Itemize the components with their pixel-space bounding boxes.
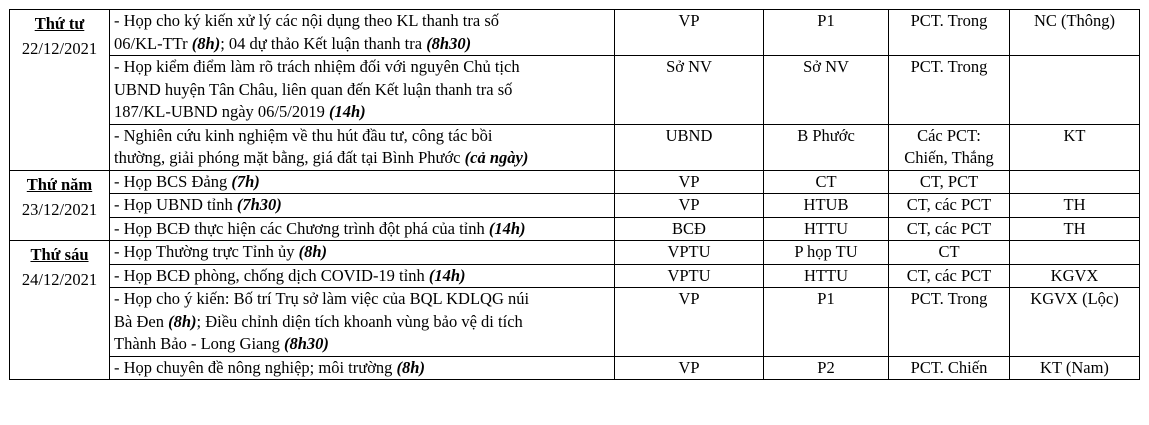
schedule-row bbox=[10, 241, 1140, 265]
schedule-table bbox=[9, 9, 1140, 380]
agenda-item bbox=[110, 170, 615, 194]
chair-value: PCT. Trong bbox=[910, 11, 988, 30]
agenda-line bbox=[114, 357, 610, 380]
agenda-text: - Họp kiểm điểm làm rõ trách nhiệm đối với nguyên Chủ tịch bbox=[114, 57, 520, 76]
place-value: VPTU bbox=[667, 265, 711, 285]
agenda-time: (cả ngày) bbox=[464, 148, 529, 167]
agenda-text: thường, giải phóng mặt bằng, giá đất tại Bình Phước bbox=[114, 148, 465, 167]
prep-value: NC (Thông) bbox=[1033, 11, 1116, 30]
schedule-row bbox=[10, 217, 1140, 241]
day-date: 23/12/2021 bbox=[21, 199, 98, 219]
day-name: Thứ sáu bbox=[30, 245, 89, 264]
agenda-time: (14h) bbox=[428, 265, 466, 285]
room-cell bbox=[764, 194, 889, 218]
prep-value: TH bbox=[1063, 195, 1086, 214]
agenda-line bbox=[114, 10, 610, 33]
room-cell bbox=[764, 241, 889, 265]
agenda-item bbox=[110, 124, 615, 170]
room-value: Sở NV bbox=[803, 57, 849, 76]
agenda-item bbox=[110, 264, 615, 288]
prep-cell bbox=[1010, 194, 1140, 218]
agenda-time: (8h) bbox=[168, 311, 197, 331]
prep-value: KT (Nam) bbox=[1040, 357, 1109, 377]
prep-value: KGVX (Lộc) bbox=[1030, 289, 1119, 308]
place-cell bbox=[615, 170, 764, 194]
agenda-item bbox=[110, 194, 615, 218]
day-date: 22/12/2021 bbox=[21, 39, 98, 58]
chair-cell bbox=[889, 217, 1010, 241]
agenda-text: Thành Bảo - Long Giang bbox=[114, 334, 285, 353]
place-value: Sở NV bbox=[666, 57, 712, 76]
room-value: P2 bbox=[817, 357, 835, 377]
prep-cell bbox=[1010, 264, 1140, 288]
agenda-time: (7h30) bbox=[236, 195, 282, 214]
room-value: CT bbox=[815, 171, 837, 191]
agenda-time: (8h30) bbox=[284, 334, 329, 353]
agenda-time: (8h30) bbox=[426, 33, 472, 53]
day-date: 24/12/2021 bbox=[21, 270, 98, 289]
agenda-line bbox=[114, 218, 610, 241]
chair-value: Các PCT: bbox=[917, 125, 981, 145]
agenda-line bbox=[114, 33, 610, 56]
agenda-time: (8h) bbox=[298, 242, 327, 261]
room-cell bbox=[764, 264, 889, 288]
chair-value: CT bbox=[938, 242, 960, 261]
place-value: BCĐ bbox=[672, 218, 706, 238]
room-value: HTTU bbox=[804, 218, 848, 238]
agenda-text: ; 04 dự thảo Kết luận thanh tra bbox=[220, 33, 427, 53]
place-cell bbox=[615, 10, 764, 56]
place-value: VP bbox=[678, 11, 700, 30]
agenda-text: - Họp BCĐ phòng, chống dịch COVID-19 tỉnh bbox=[114, 265, 429, 285]
agenda-text: ; Điều chỉnh diện tích khoanh vùng bảo vệ di tích bbox=[196, 311, 523, 331]
room-cell bbox=[764, 356, 889, 380]
agenda-line bbox=[114, 56, 610, 79]
prep-value: KT bbox=[1063, 125, 1086, 145]
room-cell bbox=[764, 124, 889, 170]
agenda-time: (8h) bbox=[191, 33, 221, 53]
chair-value: CT, các PCT bbox=[906, 218, 992, 238]
chair-cell bbox=[889, 124, 1010, 170]
day-name: Thứ tư bbox=[34, 14, 85, 33]
room-cell bbox=[764, 217, 889, 241]
schedule-row bbox=[10, 10, 1140, 56]
agenda-line bbox=[114, 79, 610, 102]
agenda-item bbox=[110, 356, 615, 380]
place-value: VP bbox=[678, 171, 700, 191]
schedule-row bbox=[10, 356, 1140, 380]
schedule-row bbox=[10, 124, 1140, 170]
agenda-text: - Họp BCS Đảng bbox=[114, 171, 232, 191]
agenda-line bbox=[114, 288, 610, 311]
place-value: VP bbox=[678, 195, 700, 214]
agenda-item bbox=[110, 241, 615, 265]
place-cell bbox=[615, 124, 764, 170]
agenda-text: - Họp chuyên đề nông nghiệp; môi trường bbox=[114, 357, 397, 377]
room-cell bbox=[764, 10, 889, 56]
room-value: B Phước bbox=[797, 125, 855, 145]
schedule-row bbox=[10, 264, 1140, 288]
schedule-row bbox=[10, 288, 1140, 357]
day-name: Thứ năm bbox=[26, 174, 93, 194]
agenda-line bbox=[114, 265, 610, 288]
agenda-text: - Họp cho ký kiến xử lý các nội dụng theo KL thanh tra số bbox=[114, 11, 499, 30]
prep-cell bbox=[1010, 288, 1140, 357]
schedule-row bbox=[10, 170, 1140, 194]
chair-value: CT, PCT bbox=[919, 171, 979, 191]
room-cell bbox=[764, 56, 889, 125]
agenda-text: 06/KL-TTr bbox=[114, 33, 192, 53]
day-cell bbox=[10, 10, 110, 171]
agenda-text: Bà Đen bbox=[114, 311, 169, 331]
agenda-line bbox=[114, 171, 610, 194]
chair-value: CT, các PCT bbox=[906, 265, 992, 285]
chair-value: PCT. Trong bbox=[910, 57, 988, 76]
place-cell bbox=[615, 217, 764, 241]
agenda-text: UBND huyện Tân Châu, liên quan đến Kết luận thanh tra số bbox=[114, 79, 513, 99]
agenda-line bbox=[114, 125, 610, 148]
agenda-text: - Họp BCĐ thực hiện các Chương trình đột phá của tỉnh bbox=[114, 218, 489, 238]
chair-cell bbox=[889, 56, 1010, 125]
agenda-item bbox=[110, 56, 615, 125]
prep-cell bbox=[1010, 217, 1140, 241]
chair-cell bbox=[889, 241, 1010, 265]
room-value: HTUB bbox=[803, 195, 849, 214]
chair-cell bbox=[889, 356, 1010, 380]
agenda-text: - Họp UBND tỉnh bbox=[114, 195, 237, 214]
agenda-line bbox=[114, 101, 610, 124]
chair-value: PCT. Trong bbox=[910, 289, 988, 308]
place-cell bbox=[615, 356, 764, 380]
agenda-text: 187/KL-UBND ngày 06/5/2019 bbox=[114, 102, 329, 121]
agenda-item bbox=[110, 10, 615, 56]
place-value: VP bbox=[678, 289, 700, 308]
agenda-time: (14h) bbox=[328, 102, 366, 121]
prep-cell bbox=[1010, 170, 1140, 194]
agenda-time: (14h) bbox=[488, 218, 526, 238]
prep-value: TH bbox=[1063, 218, 1086, 238]
prep-value: KGVX bbox=[1050, 265, 1099, 285]
chair-cell bbox=[889, 10, 1010, 56]
chair-cell bbox=[889, 288, 1010, 357]
prep-cell bbox=[1010, 124, 1140, 170]
prep-cell bbox=[1010, 56, 1140, 125]
agenda-line bbox=[114, 241, 610, 264]
chair-value: PCT. Chiến bbox=[910, 357, 988, 377]
prep-cell bbox=[1010, 241, 1140, 265]
schedule-body bbox=[10, 10, 1140, 380]
place-value: VPTU bbox=[667, 242, 711, 261]
prep-cell bbox=[1010, 356, 1140, 380]
room-value: P họp TU bbox=[794, 242, 858, 261]
schedule-row bbox=[10, 56, 1140, 125]
room-cell bbox=[764, 170, 889, 194]
agenda-text: - Nghiên cứu kinh nghiệm về thu hút đầu tư, công tác bồi bbox=[114, 125, 493, 145]
room-value: HTTU bbox=[804, 265, 848, 285]
prep-cell bbox=[1010, 10, 1140, 56]
chair-cell bbox=[889, 170, 1010, 194]
agenda-line bbox=[114, 333, 610, 356]
place-value: VP bbox=[678, 357, 700, 377]
schedule-row bbox=[10, 194, 1140, 218]
chair-value: Chiến, Thắng bbox=[904, 148, 994, 167]
place-value: UBND bbox=[665, 125, 713, 145]
room-cell bbox=[764, 288, 889, 357]
agenda-line bbox=[114, 311, 610, 334]
agenda-line bbox=[114, 194, 610, 217]
day-cell bbox=[10, 241, 110, 380]
place-cell bbox=[615, 241, 764, 265]
agenda-text: - Họp cho ý kiến: Bố trí Trụ sở làm việc của BQL KDLQG núi bbox=[114, 289, 530, 308]
agenda-time: (7h) bbox=[231, 171, 260, 191]
place-cell bbox=[615, 56, 764, 125]
agenda-item bbox=[110, 288, 615, 357]
day-cell bbox=[10, 170, 110, 241]
room-value: P1 bbox=[817, 289, 835, 308]
chair-value: CT, các PCT bbox=[906, 195, 992, 214]
agenda-item bbox=[110, 217, 615, 241]
agenda-line bbox=[114, 147, 610, 170]
chair-cell bbox=[889, 194, 1010, 218]
place-cell bbox=[615, 194, 764, 218]
agenda-text: - Họp Thường trực Tỉnh ủy bbox=[114, 242, 299, 261]
place-cell bbox=[615, 264, 764, 288]
room-value: P1 bbox=[817, 11, 835, 30]
place-cell bbox=[615, 288, 764, 357]
agenda-time: (8h) bbox=[396, 357, 425, 377]
chair-cell bbox=[889, 264, 1010, 288]
